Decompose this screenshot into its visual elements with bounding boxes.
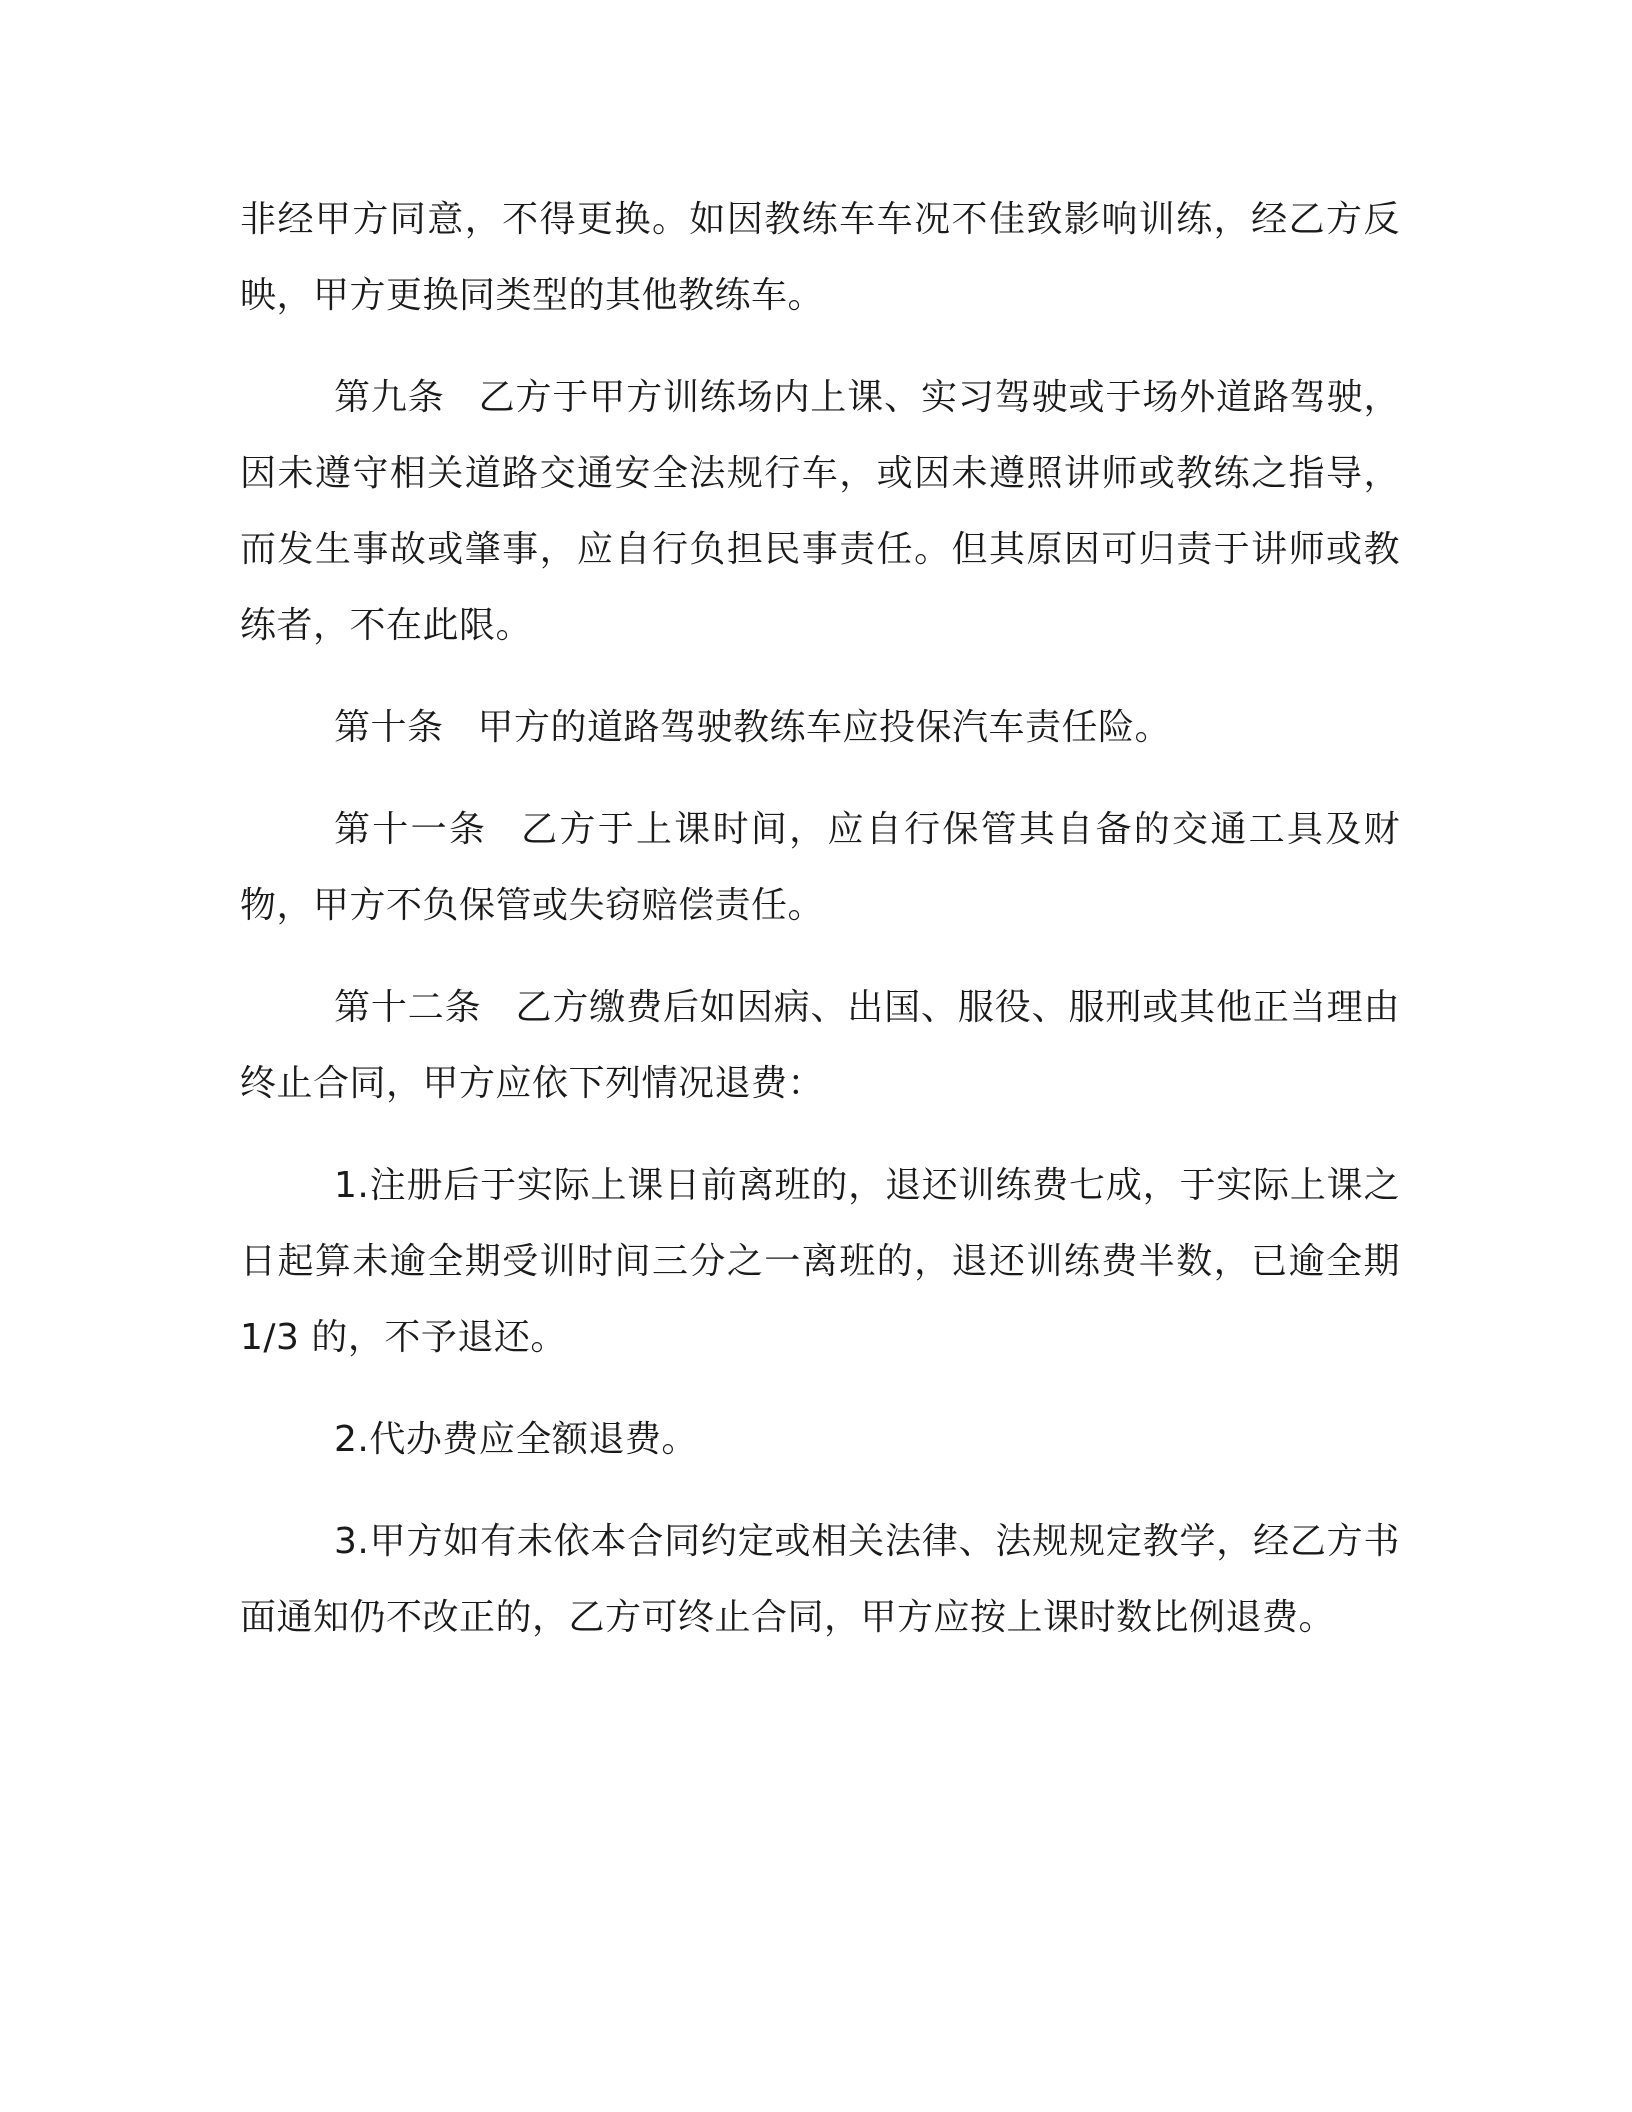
article-9: [240, 360, 1400, 664]
paragraph-text: 非经甲方同意，不得更换。如因教练车车况不佳致影响训练，经乙方反映，甲方更换同类型的其他教练车。: [240, 199, 1400, 316]
paragraph-text: 3.甲方如有未依本合同约定或相关法律、法规规定教学，经乙方书面通知仍不改正的，乙方可终止合同，甲方应按上课时数比例退费。: [240, 1521, 1400, 1638]
paragraph-text: 甲方的道路驾驶教练车应投保汽车责任险。: [477, 707, 1172, 748]
paragraph-text: 乙方缴费后如因病、出国、服役、服刑或其他正当理由终止合同，甲方应依下列情况退费：: [240, 987, 1400, 1104]
paragraph-text: 乙方于甲方训练场内上课、实习驾驶或于场外道路驾驶，因未遵守相关道路交通安全法规行车，或因未遵照讲师或教练之指导，而发生事故或肇事，应自行负担民事责任。但其原因可归责于讲师或教练者，不在此限。: [240, 377, 1400, 646]
document-body: [240, 182, 1400, 1682]
refund-item-3: [240, 1504, 1400, 1656]
paragraph-text: 乙方于上课时间，应自行保管其自备的交通工具及财物，甲方不负保管或失窃赔偿责任。: [240, 809, 1400, 926]
paragraph-continuation: [240, 182, 1400, 334]
article-number: 第十一条: [334, 809, 488, 850]
paragraph-text: 1.注册后于实际上课日前离班的，退还训练费七成，于实际上课之日起算未逾全期受训时间三分之一离班的，退还训练费半数，已逾全期 1/3 的，不予退还。: [240, 1165, 1400, 1358]
paragraph-text: 2.代办费应全额退费。: [334, 1419, 698, 1460]
article-12: [240, 970, 1400, 1122]
refund-item-1: [240, 1148, 1400, 1376]
article-number: 第十条: [334, 707, 444, 748]
article-10: [240, 690, 1400, 766]
article-number: 第十二条: [334, 987, 482, 1028]
article-number: 第九条: [334, 377, 445, 418]
refund-item-2: [240, 1402, 1400, 1478]
article-11: [240, 792, 1400, 944]
